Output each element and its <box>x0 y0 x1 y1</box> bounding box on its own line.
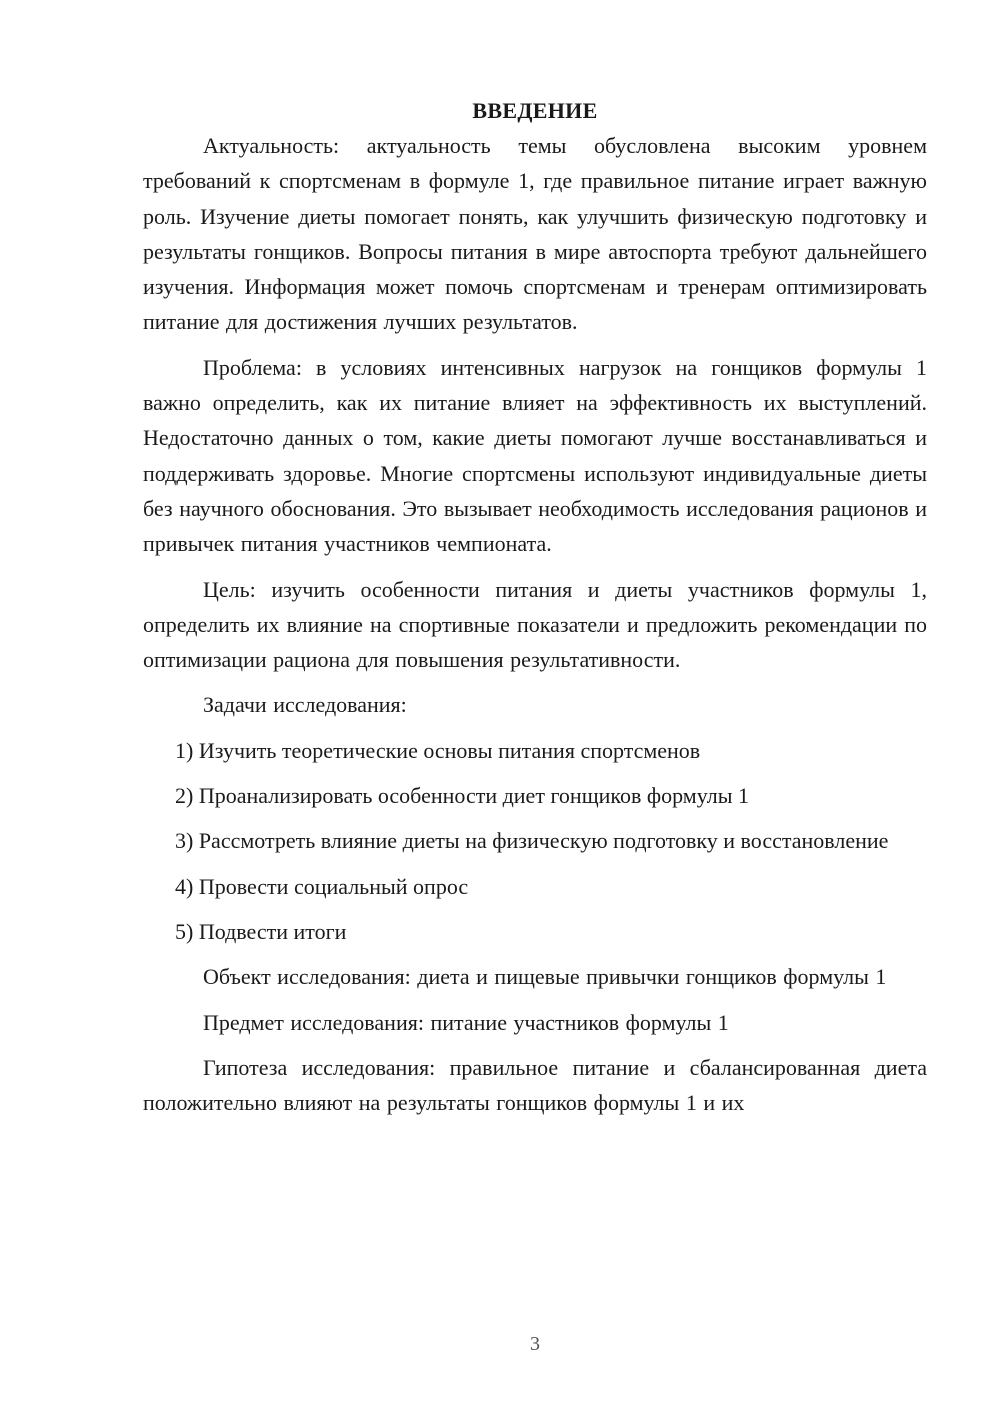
document-page <box>143 93 927 1130</box>
list-item: 2) Проанализировать особенности диет гонщиков формулы 1 <box>175 783 749 809</box>
paragraph-object: Объект исследования: диета и пищевые привычки гонщиков формулы 1 <box>203 964 887 990</box>
list-item: 4) Провести социальный опрос <box>175 873 469 899</box>
page-number: 3 <box>530 1333 540 1355</box>
list-item: 5) Подвести итоги <box>175 918 347 944</box>
paragraph-relevance: Актуальность: актуальность темы обусловлена высоким уровнем требований к спортсменам в формуле 1, где правильное питание играет важную роль. Изучение диеты помогает понять, как улучшить физическую подготовку и результаты гонщиков. Вопросы питания в мире автоспорта требуют дальнейшего изучения. Информация может помочь спортсменам и тренерам оптимизировать питание для достижения лучших результатов. <box>143 133 927 335</box>
paragraph-subject: Предмет исследования: питание участников формулы 1 <box>203 1009 729 1035</box>
list-item: 1) Изучить теоретические основы питания спортсменов <box>175 737 701 763</box>
list-item: 3) Рассмотреть влияние диеты на физическую подготовку и восстановление <box>175 828 889 854</box>
tasks-list <box>143 733 927 949</box>
page-title: ВВЕДЕНИЕ <box>472 98 598 123</box>
paragraph-problem: Проблема: в условиях интенсивных нагрузок на гонщиков формулы 1 важно определить, как их питание влияет на эффективность их выступлений. Недостаточно данных о том, какие диеты помогают лучше восстанавливаться и поддерживать здоровье. Многие спортсмены используют индивидуальные диеты без научного обоснования. Это вызывает необходимость исследования рационов и привычек питания участников чемпионата. <box>143 354 927 557</box>
paragraph-hypothesis: Гипотеза исследования: правильное питание и сбалансированная диета положительно влияют на результаты гонщиков формулы 1 и их <box>143 1054 927 1116</box>
paragraph-tasks-intro: Задачи исследования: <box>203 692 407 718</box>
paragraph-goal: Цель: изучить особенности питания и диеты участников формулы 1, определить их влияние на спортивные показатели и предложить рекомендации по оптимизации рациона для повышения результативности. <box>143 576 927 673</box>
